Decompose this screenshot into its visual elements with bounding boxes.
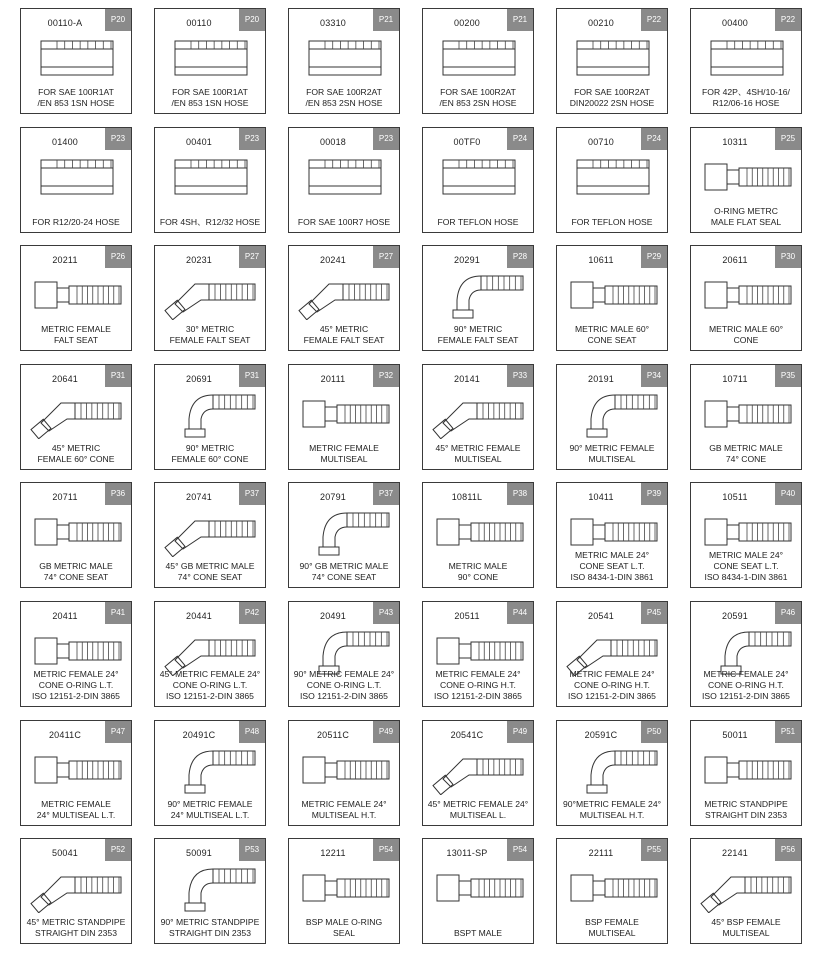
product-card xyxy=(20,482,132,588)
product-card xyxy=(690,364,802,470)
page-number-badge: P23 xyxy=(239,128,265,150)
elbow-90-fitting-icon xyxy=(295,507,395,557)
product-card xyxy=(288,838,400,944)
elbow-90-fitting-icon xyxy=(429,270,529,320)
page-number-badge: P54 xyxy=(507,839,533,861)
part-number: 10811L xyxy=(451,492,483,502)
part-description: 45° METRIC FEMALE 60° CONE xyxy=(37,443,115,464)
part-number: 00TF0 xyxy=(453,137,481,147)
page-number-badge: P55 xyxy=(641,839,667,861)
product-card xyxy=(154,838,266,944)
angled-45-fitting-icon xyxy=(429,389,529,439)
product-card xyxy=(556,720,668,826)
part-number: 50091 xyxy=(185,848,213,858)
product-card xyxy=(20,720,132,826)
ferrule-icon xyxy=(295,33,395,83)
page-number-badge: P37 xyxy=(239,483,265,505)
part-description: FOR SAE 100R2AT /EN 853 2SN HOSE xyxy=(305,87,383,108)
page-number-badge: P24 xyxy=(641,128,667,150)
part-number: 10511 xyxy=(722,492,748,502)
ferrule-icon xyxy=(697,33,797,83)
product-card xyxy=(690,8,802,114)
ferrule-icon xyxy=(161,33,261,83)
elbow-90-fitting-icon xyxy=(161,389,261,439)
part-description: METRIC FEMALE MULTISEAL xyxy=(309,443,379,464)
part-number: 00018 xyxy=(319,137,347,147)
part-number: 22141 xyxy=(721,848,749,858)
part-description: METRIC FEMALE 24° MULTISEAL H.T. xyxy=(301,799,387,820)
part-description: BSP MALE O-RING SEAL xyxy=(305,917,383,938)
part-number: 20111 xyxy=(320,374,346,384)
page-number-badge: P52 xyxy=(105,839,131,861)
page-number-badge: P30 xyxy=(775,246,801,268)
page-number-badge: P45 xyxy=(641,602,667,624)
page-number-badge: P26 xyxy=(105,246,131,268)
part-description: METRIC FEMALE 24° CONE O-RING H.T. ISO 12151-2-DIN 3865 xyxy=(568,669,656,701)
part-description: METRIC STANDPIPE STRAIGHT DIN 2353 xyxy=(704,799,788,820)
part-description: 90° METRIC STANDPIPE STRAIGHT DIN 2353 xyxy=(160,917,260,938)
part-number: 20231 xyxy=(185,255,213,265)
product-card xyxy=(154,127,266,233)
straight-fitting-icon xyxy=(295,389,395,439)
part-number: 20541C xyxy=(450,730,484,740)
part-number: 20611 xyxy=(722,255,748,265)
part-number: 20791 xyxy=(319,492,347,502)
straight-fitting-icon xyxy=(697,389,797,439)
page-number-badge: P25 xyxy=(775,128,801,150)
product-card xyxy=(20,601,132,707)
page-number-badge: P20 xyxy=(105,9,131,31)
product-card xyxy=(690,838,802,944)
part-description: FOR SAE 100R7 HOSE xyxy=(297,217,391,227)
part-description: 45° METRIC FEMALE MULTISEAL xyxy=(435,443,521,464)
product-card xyxy=(556,245,668,351)
product-card xyxy=(20,364,132,470)
straight-fitting-icon xyxy=(697,270,797,320)
ferrule-icon xyxy=(429,152,529,202)
part-description: METRIC MALE 24° CONE SEAT L.T. ISO 8434-1-DIN 3861 xyxy=(704,550,788,582)
part-number: 12211 xyxy=(320,848,346,858)
part-description: FOR SAE 100R1AT /EN 853 1SN HOSE xyxy=(37,87,115,108)
product-card xyxy=(690,482,802,588)
page-number-badge: P49 xyxy=(373,721,399,743)
page-number-badge: P20 xyxy=(239,9,265,31)
page-number-badge: P42 xyxy=(239,602,265,624)
page-number-badge: P27 xyxy=(239,246,265,268)
straight-fitting-icon xyxy=(27,507,127,557)
part-description: METRIC FEMALE 24° CONE O-RING H.T. ISO 12151-2-DIN 3865 xyxy=(434,669,522,701)
product-card xyxy=(154,8,266,114)
part-description: METRIC MALE 24° CONE SEAT L.T. ISO 8434-1-DIN 3861 xyxy=(570,550,654,582)
straight-fitting-icon xyxy=(295,863,395,913)
page-number-badge: P34 xyxy=(641,365,667,387)
straight-fitting-icon xyxy=(429,863,529,913)
page-number-badge: P21 xyxy=(373,9,399,31)
part-number: 20241 xyxy=(319,255,347,265)
angled-45-fitting-icon xyxy=(697,863,797,913)
part-description: METRIC MALE 90° CONE xyxy=(448,561,508,582)
part-number: 10611 xyxy=(588,255,614,265)
part-description: 45° METRIC STANDPIPE STRAIGHT DIN 2353 xyxy=(26,917,126,938)
page-number-badge: P56 xyxy=(775,839,801,861)
page-number-badge: P23 xyxy=(373,128,399,150)
ferrule-icon xyxy=(563,33,663,83)
page-number-badge: P23 xyxy=(105,128,131,150)
angled-45-fitting-icon xyxy=(429,745,529,795)
part-number: 20511C xyxy=(316,730,350,740)
product-card xyxy=(556,364,668,470)
part-number: 00710 xyxy=(587,137,615,147)
product-card xyxy=(154,720,266,826)
page-number-badge: P50 xyxy=(641,721,667,743)
product-card xyxy=(556,601,668,707)
part-number: 00110 xyxy=(186,18,212,28)
part-number: 20711 xyxy=(52,492,78,502)
product-card xyxy=(288,364,400,470)
part-description: 90° METRIC FEMALE FALT SEAT xyxy=(437,324,519,345)
page-number-badge: P32 xyxy=(373,365,399,387)
part-number: 20741 xyxy=(185,492,213,502)
product-card xyxy=(556,838,668,944)
part-description: 45° GB METRIC MALE 74° CONE SEAT xyxy=(165,561,255,582)
ferrule-icon xyxy=(161,152,261,202)
page-number-badge: P54 xyxy=(373,839,399,861)
straight-fitting-icon xyxy=(295,745,395,795)
ferrule-icon xyxy=(429,33,529,83)
part-number: 22111 xyxy=(588,848,614,858)
part-number: 20411C xyxy=(48,730,82,740)
product-card xyxy=(422,127,534,233)
elbow-90-fitting-icon xyxy=(563,389,663,439)
elbow-90-fitting-icon xyxy=(563,745,663,795)
part-description: BSP FEMALE MULTISEAL xyxy=(585,917,639,938)
page-number-badge: P28 xyxy=(507,246,533,268)
product-card xyxy=(556,127,668,233)
product-card xyxy=(690,245,802,351)
page-number-badge: P29 xyxy=(641,246,667,268)
ferrule-icon xyxy=(563,152,663,202)
part-number: 20691 xyxy=(185,374,213,384)
product-card xyxy=(556,8,668,114)
part-number: 20211 xyxy=(52,255,78,265)
part-number: 13011-SP xyxy=(446,848,488,858)
page-number-badge: P43 xyxy=(373,602,399,624)
part-number: 00200 xyxy=(453,18,481,28)
straight-fitting-icon xyxy=(697,152,797,202)
angled-45-fitting-icon xyxy=(161,270,261,320)
page-number-badge: P37 xyxy=(373,483,399,505)
page-number-badge: P48 xyxy=(239,721,265,743)
part-description: 45° METRIC FEMALE FALT SEAT xyxy=(303,324,385,345)
product-card xyxy=(20,8,132,114)
part-number: 20411 xyxy=(52,611,78,621)
part-description: GB METRIC MALE 74° CONE xyxy=(709,443,783,464)
part-description: FOR 42P、4SH/10-16/ R12/06-16 HOSE xyxy=(702,87,790,108)
straight-fitting-icon xyxy=(697,745,797,795)
product-card xyxy=(288,127,400,233)
part-number: 00210 xyxy=(587,18,615,28)
product-card xyxy=(288,245,400,351)
product-card xyxy=(422,838,534,944)
part-number: 20641 xyxy=(51,374,79,384)
product-card xyxy=(288,601,400,707)
ferrule-icon xyxy=(295,152,395,202)
part-number: 00110-A xyxy=(47,18,83,28)
part-description: GB METRIC MALE 74° CONE SEAT xyxy=(39,561,113,582)
straight-fitting-icon xyxy=(27,745,127,795)
ferrule-icon xyxy=(27,152,127,202)
part-number: 20491 xyxy=(319,611,347,621)
part-description: 45° BSP FEMALE MULTISEAL xyxy=(711,917,781,938)
part-number: 03310 xyxy=(319,18,347,28)
part-number: 20591 xyxy=(721,611,749,621)
part-number: 20441 xyxy=(185,611,213,621)
part-description: FOR SAE 100R2AT /EN 853 2SN HOSE xyxy=(439,87,517,108)
product-card xyxy=(422,720,534,826)
part-description: FOR SAE 100R1AT /EN 853 1SN HOSE xyxy=(171,87,249,108)
part-description: METRIC MALE 60° CONE xyxy=(708,324,784,345)
part-number: 50011 xyxy=(722,730,748,740)
product-card xyxy=(422,364,534,470)
product-card xyxy=(422,482,534,588)
product-card xyxy=(20,245,132,351)
part-description: 90°METRIC FEMALE 24° MULTISEAL H.T. xyxy=(562,799,662,820)
product-card xyxy=(154,364,266,470)
angled-45-fitting-icon xyxy=(27,863,127,913)
part-description: METRIC MALE 60° CONE SEAT xyxy=(574,324,650,345)
catalog-grid xyxy=(20,8,804,954)
part-description: 90° METRIC FEMALE 60° CONE xyxy=(171,443,249,464)
part-description: O-RING METRC MALE FLAT SEAL xyxy=(710,206,782,227)
product-card xyxy=(288,482,400,588)
part-description: METRIC FEMALE 24° MULTISEAL L.T. xyxy=(36,799,116,820)
angled-45-fitting-icon xyxy=(161,507,261,557)
product-card xyxy=(154,482,266,588)
product-card xyxy=(690,127,802,233)
page-number-badge: P22 xyxy=(775,9,801,31)
page-number-badge: P24 xyxy=(507,128,533,150)
product-card xyxy=(556,482,668,588)
part-number: 20191 xyxy=(587,374,615,384)
product-card xyxy=(288,720,400,826)
part-number: 20491C xyxy=(182,730,216,740)
part-description: FOR 4SH、R12/32 HOSE xyxy=(159,217,261,227)
page-number-badge: P35 xyxy=(775,365,801,387)
straight-fitting-icon xyxy=(27,270,127,320)
page-number-badge: P21 xyxy=(507,9,533,31)
part-description: FOR R12/20-24 HOSE xyxy=(32,217,120,227)
page-number-badge: P38 xyxy=(507,483,533,505)
part-number: 10311 xyxy=(722,137,748,147)
page-number-badge: P41 xyxy=(105,602,131,624)
page-number-badge: P40 xyxy=(775,483,801,505)
part-description: 90° METRIC FEMALE 24° MULTISEAL L.T. xyxy=(167,799,253,820)
part-number: 01400 xyxy=(51,137,79,147)
page-number-badge: P39 xyxy=(641,483,667,505)
page-number-badge: P47 xyxy=(105,721,131,743)
page-number-badge: P27 xyxy=(373,246,399,268)
part-description: BSPT MALE xyxy=(453,928,503,938)
part-number: 20291 xyxy=(453,255,481,265)
product-card xyxy=(154,601,266,707)
product-card xyxy=(422,601,534,707)
part-description: METRIC FEMALE 24° CONE O-RING L.T. ISO 12151-2-DIN 3865 xyxy=(32,669,120,701)
part-number: 20511 xyxy=(454,611,480,621)
part-description: FOR SAE 100R2AT DIN20022 2SN HOSE xyxy=(569,87,655,108)
part-description: 90° GB METRIC MALE 74° CONE SEAT xyxy=(299,561,389,582)
page-number-badge: P46 xyxy=(775,602,801,624)
page-number-badge: P49 xyxy=(507,721,533,743)
part-description: 45° METRIC FEMALE 24° CONE O-RING L.T. ISO 12151-2-DIN 3865 xyxy=(159,669,261,701)
ferrule-icon xyxy=(27,33,127,83)
page-number-badge: P36 xyxy=(105,483,131,505)
straight-fitting-icon xyxy=(429,507,529,557)
part-number: 10711 xyxy=(722,374,748,384)
elbow-90-fitting-icon xyxy=(161,745,261,795)
page-number-badge: P31 xyxy=(239,365,265,387)
part-description: METRIC FEMALE FALT SEAT xyxy=(41,324,111,345)
product-card xyxy=(20,127,132,233)
part-description: 30° METRIC FEMALE FALT SEAT xyxy=(169,324,251,345)
page-number-badge: P31 xyxy=(105,365,131,387)
part-number: 20541 xyxy=(587,611,615,621)
part-description: FOR TEFLON HOSE xyxy=(437,217,519,227)
page-number-badge: P22 xyxy=(641,9,667,31)
part-description: METRIC FEMALE 24° CONE O-RING H.T. ISO 12151-2-DIN 3865 xyxy=(702,669,790,701)
elbow-90-fitting-icon xyxy=(161,863,261,913)
part-number: 00401 xyxy=(185,137,213,147)
product-card xyxy=(690,720,802,826)
part-description: FOR TEFLON HOSE xyxy=(571,217,653,227)
page-number-badge: P53 xyxy=(239,839,265,861)
part-description: 90° METRIC FEMALE MULTISEAL xyxy=(569,443,655,464)
page-number-badge: P33 xyxy=(507,365,533,387)
part-number: 20141 xyxy=(453,374,481,384)
part-description: 90° METRIC FEMALE 24° CONE O-RING L.T. ISO 12151-2-DIN 3865 xyxy=(293,669,395,701)
product-card xyxy=(422,245,534,351)
product-card xyxy=(288,8,400,114)
part-number: 00400 xyxy=(721,18,749,28)
angled-45-fitting-icon xyxy=(295,270,395,320)
page-number-badge: P51 xyxy=(775,721,801,743)
page-number-badge: P44 xyxy=(507,602,533,624)
part-number: 50041 xyxy=(51,848,79,858)
product-card xyxy=(20,838,132,944)
part-description: 45° METRIC FEMALE 24° MULTISEAL L. xyxy=(427,799,529,820)
product-card xyxy=(690,601,802,707)
angled-45-fitting-icon xyxy=(27,389,127,439)
part-number: 20591C xyxy=(584,730,618,740)
part-number: 10411 xyxy=(588,492,614,502)
straight-fitting-icon xyxy=(563,270,663,320)
straight-fitting-icon xyxy=(563,863,663,913)
product-card xyxy=(154,245,266,351)
product-card xyxy=(422,8,534,114)
